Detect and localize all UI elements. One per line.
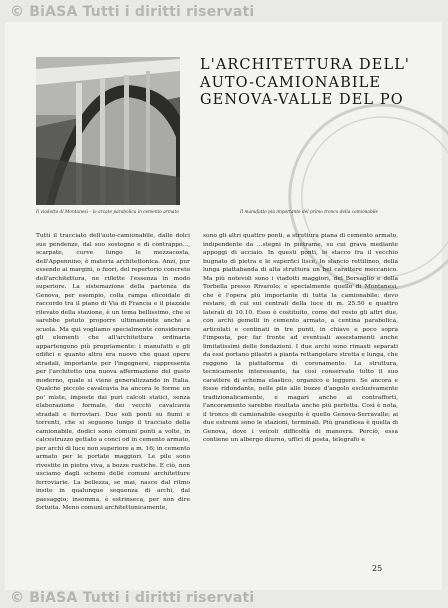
- body-column-left: [36, 232, 190, 513]
- bridge-photo: [36, 57, 180, 205]
- title-line-1: L'ARCHITETTURA DELL': [200, 57, 411, 73]
- title-line-2: AUTO-CAMIONABILE: [200, 74, 382, 91]
- body-text-right: sono gli altri quattro ponti, a struttura piana di cemento armato, indipendente da ...stegni in pietrame, su cui grava mediante appoggi di acciaio. In questi ponti, lo stacco fra il vecchio bugnato di pietra e le superfici lisce, lo slancio rettilineo, della lunga piattabanda di alta struttura un bel carattere meccanico. Ma più notevoli sono i viadotti maggiori, del Bersaglio e della Torbella presso Rivarolo; e specialmente quello di Montanesi, che è l'opera più importante di tutta la camionabile; devo restare, di cui sui centrali della luce di m. 25.50 e quattro laterali di 10.10. Esso è costituito, come del resto gli altri due, con archi gemelli in cemento armato, a centina parabolica, articolati e centinati in tre punti, in chiave e poco sopra l'imposta, per far fronte ad eventuali assestamenti anche limitatissimi delle fondazioni. I due archi sono rimasti separati da essi portano pilastri a pianta rettangolare stretta e lunga, che reggono la piattaforma di coronamento. La struttura, tecnicamente interessante, ha così conservato tutto il suo carattere di schema elastico, organico e leggero. Se ancora e fosse ridondante, nelle pile alle bozze d'angolo esclusivamente tradizionalicamente, e magari anche ai contrafforti, l'ancoramento sarebbe risultata anche più perfetta. Così è nota, il tronco di camionabile eseguito è quello Genova-Serravalle; ai due estremi sono le stazioni, terminali. Più grandiosa è quella di Genova, dove i veicoli difficoltà di manovra. Perciò, essa contiene un albergo diurno, uffici di posta, telegrafo e: [203, 233, 398, 443]
- page-number: 25: [372, 564, 383, 573]
- body-column-right: [203, 232, 398, 445]
- photo-caption-left: Il viadotto di Montanesi – le arcate parabolica in cemento armato: [36, 210, 179, 215]
- photo-caption-right: Il manufatto più importante del primo tronco della camionabile: [240, 210, 379, 215]
- body-text-left: Tutti il tracciato dell'auto-camionabile, dalle dolci sue pendenze, dal suo sostegno e di contrappo..., scarpate, curve lungo le mezzacosta, dell'Appennino, è materia architettonica. Anzi, pur essendo ai margini, o fuori, del repertorio concreto dell'architettura, ne riflette l'essenza in modo superiore. La sistemazione della partenza da Genova, per esempio, colla rampa elicoidale di raccordo tra il piano di Via di Francia e il piazzale rilevato della stazione, è un tema bellissimo, che si sarebbe potuto proporre ultimamente anche a scuola. Ma qui vogliamo specialmente considerare gli elementi che all'architettura ordinaria appartengono più propriamente: i manufatti e gli edifici e quanto altro era nuovo che quasi opere stradali, importante per l'ingegnere, rappresenta per l'architetto una nuova affermazione del gusto moderno, quale si viene generalizzando in Italia. Qualche piccolo cavalcavia ha ancora le forme un po' miste, imposte dai puri calcoli statici, senza elaborazione formale, dei vecchi cavalcavia stradali e ferroviari. Due soli ponti su fiumi e torrenti, che si seguono lungo il tracciato della camionabile, dodici sono comuni ponti a volte, in calcestruzzo gettato a conci od in cemento armato, per archi di luce non superiore a m. 16; in cemento armato per le portate maggiori. Le pile sono rivestite in pietra viva, a bozze rustiche. E ciò, non usciamo dagli schemi delle comuni architetture ferroviarie. La bellezza, se mai, nasce dal ritmo insito in qualunque sequenza di archi, dal paesaggio; insomma, è estrinseca, per non dire fortuita. Meno comuni architettonicamente,: [36, 233, 190, 511]
- watermark-top: © BiASA Tutti i diritti riservati: [10, 4, 255, 20]
- bridge-image: [36, 57, 180, 205]
- watermark-bottom: © BiASA Tutti i diritti riservati: [10, 590, 255, 606]
- article-title: [200, 57, 410, 110]
- title-line-3: GENOVA-VALLE DEL PO: [200, 92, 404, 108]
